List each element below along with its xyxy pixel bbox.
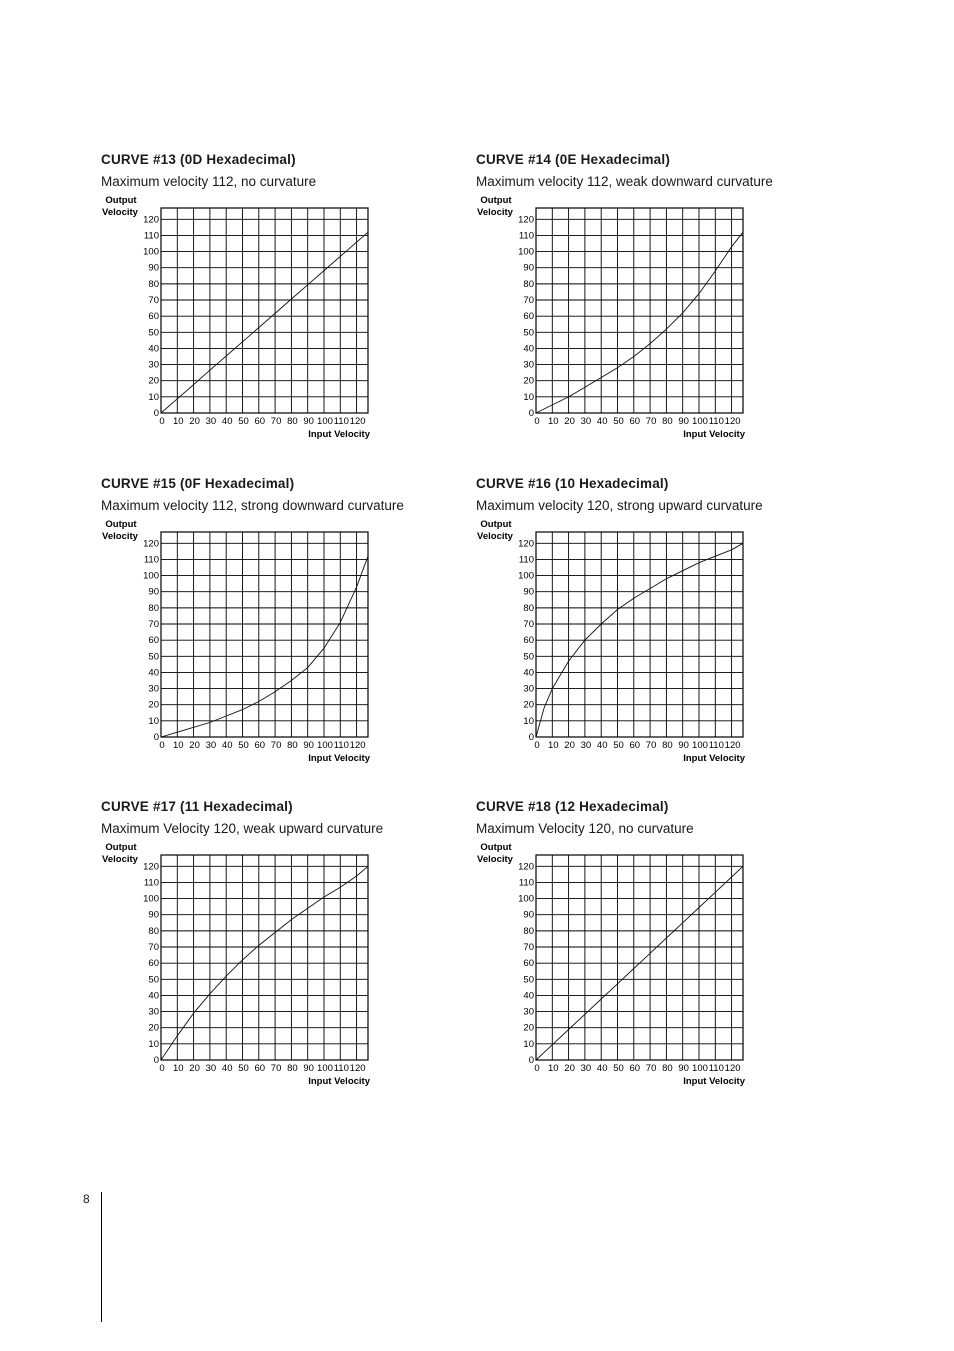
y-tick-label: 70 — [523, 295, 534, 307]
x-tick-label: 90 — [678, 740, 689, 751]
y-tick-label: 120 — [518, 214, 534, 226]
y-tick-label: 100 — [143, 893, 159, 905]
x-tick-label: 70 — [270, 740, 282, 751]
y-tick-label: 60 — [523, 958, 534, 970]
x-tick-label: 40 — [221, 1063, 233, 1074]
y-axis-label: Velocity — [102, 207, 138, 218]
x-tick-label: 110 — [708, 740, 724, 751]
x-tick-label: 20 — [189, 1063, 200, 1074]
y-tick-label: 120 — [518, 861, 534, 873]
y-axis-label: Output — [105, 842, 137, 853]
x-tick-label: 30 — [580, 1063, 592, 1074]
x-tick-label: 40 — [221, 416, 233, 427]
plot-frame — [161, 208, 368, 413]
y-tick-label: 80 — [523, 925, 534, 937]
x-tick-label: 30 — [205, 416, 217, 427]
y-tick-label: 80 — [148, 602, 159, 614]
y-tick-label: 110 — [518, 877, 534, 889]
x-tick-label: 10 — [548, 740, 559, 751]
y-tick-label: 20 — [523, 699, 534, 711]
y-axis-label: Velocity — [477, 207, 513, 218]
y-tick-label: 110 — [518, 230, 534, 242]
x-tick-label: 80 — [287, 1063, 298, 1074]
y-tick-label: 50 — [523, 651, 534, 663]
y-tick-label: 80 — [148, 925, 159, 937]
y-tick-label: 100 — [518, 893, 534, 905]
velocity-curve-chart — [476, 520, 751, 770]
y-tick-label: 120 — [143, 214, 159, 226]
y-axis-label: Velocity — [477, 854, 513, 865]
velocity-curve-chart — [476, 196, 751, 446]
y-tick-label: 100 — [518, 570, 534, 582]
y-tick-label: 0 — [153, 732, 159, 743]
panel-description: Maximum velocity 112, strong downward curvature — [101, 498, 404, 513]
x-tick-label: 60 — [629, 740, 641, 751]
y-tick-label: 60 — [148, 958, 159, 970]
x-tick-label: 60 — [254, 740, 266, 751]
y-tick-label: 50 — [148, 651, 159, 663]
velocity-curve-chart — [101, 520, 376, 770]
velocity-curve-chart — [101, 196, 376, 446]
x-tick-label: 80 — [662, 740, 673, 751]
y-tick-label: 120 — [518, 538, 534, 550]
y-tick-label: 90 — [523, 909, 534, 921]
panel-description: Maximum velocity 112, no curvature — [101, 174, 317, 189]
x-tick-label: 90 — [303, 416, 314, 427]
panel-title: CURVE #13 (0D Hexadecimal) — [101, 152, 296, 167]
y-tick-label: 60 — [148, 635, 159, 647]
y-tick-label: 40 — [148, 343, 159, 355]
x-tick-label: 110 — [333, 1063, 349, 1074]
x-tick-label: 50 — [613, 416, 624, 427]
x-tick-label: 50 — [613, 1063, 624, 1074]
x-tick-label: 100 — [692, 416, 708, 427]
y-tick-label: 60 — [523, 635, 534, 647]
y-tick-label: 70 — [523, 942, 534, 954]
x-tick-label: 100 — [692, 1063, 708, 1074]
x-tick-label: 80 — [287, 740, 298, 751]
y-tick-label: 90 — [148, 909, 159, 921]
x-tick-label: 120 — [724, 740, 741, 751]
x-tick-label: 10 — [548, 416, 559, 427]
y-tick-label: 10 — [148, 391, 159, 403]
y-tick-label: 80 — [523, 602, 534, 614]
x-tick-label: 100 — [317, 416, 333, 427]
y-tick-label: 40 — [523, 990, 534, 1002]
x-axis-label: Input Velocity — [308, 429, 370, 440]
y-tick-label: 90 — [148, 586, 159, 598]
plot-frame — [536, 855, 743, 1060]
x-tick-label: 20 — [564, 740, 575, 751]
plot-frame — [161, 855, 368, 1060]
x-tick-label: 30 — [205, 740, 217, 751]
y-tick-label: 100 — [143, 570, 159, 582]
y-tick-label: 90 — [523, 262, 534, 274]
y-tick-label: 100 — [143, 246, 159, 258]
y-tick-label: 110 — [143, 877, 159, 889]
x-tick-label: 60 — [629, 1063, 641, 1074]
y-tick-label: 120 — [143, 538, 159, 550]
x-tick-label: 0 — [534, 1063, 540, 1074]
y-tick-label: 20 — [523, 375, 534, 387]
x-tick-label: 10 — [548, 1063, 559, 1074]
y-tick-label: 0 — [528, 1055, 534, 1066]
x-tick-label: 50 — [238, 416, 249, 427]
y-tick-label: 40 — [148, 667, 159, 679]
y-tick-label: 90 — [523, 586, 534, 598]
y-tick-label: 50 — [523, 974, 534, 986]
velocity-curve-chart — [476, 843, 751, 1093]
x-tick-label: 10 — [173, 416, 184, 427]
y-tick-label: 0 — [528, 732, 534, 743]
y-tick-label: 80 — [523, 278, 534, 290]
x-tick-label: 20 — [189, 416, 200, 427]
x-axis-label: Input Velocity — [308, 1076, 370, 1087]
x-tick-label: 110 — [333, 740, 349, 751]
y-axis-label: Velocity — [102, 531, 138, 542]
x-tick-label: 0 — [159, 740, 165, 751]
x-tick-label: 70 — [270, 1063, 282, 1074]
x-tick-label: 110 — [708, 1063, 724, 1074]
y-axis-label: Output — [105, 195, 137, 206]
y-tick-label: 70 — [148, 295, 159, 307]
panel-title: CURVE #18 (12 Hexadecimal) — [476, 799, 669, 814]
y-tick-label: 10 — [523, 715, 534, 727]
x-tick-label: 50 — [238, 740, 249, 751]
x-tick-label: 60 — [254, 1063, 266, 1074]
y-tick-label: 110 — [143, 554, 159, 566]
x-tick-label: 30 — [580, 740, 592, 751]
x-tick-label: 40 — [596, 416, 608, 427]
x-tick-label: 100 — [317, 740, 333, 751]
x-tick-label: 100 — [317, 1063, 333, 1074]
y-tick-label: 70 — [523, 619, 534, 631]
y-tick-label: 20 — [148, 1022, 159, 1034]
x-tick-label: 90 — [303, 1063, 314, 1074]
y-tick-label: 90 — [148, 262, 159, 274]
y-tick-label: 20 — [148, 699, 159, 711]
x-axis-label: Input Velocity — [683, 1076, 745, 1087]
y-tick-label: 80 — [148, 278, 159, 290]
y-tick-label: 30 — [523, 359, 534, 371]
y-axis-label: Output — [480, 519, 512, 530]
y-tick-label: 120 — [143, 861, 159, 873]
x-tick-label: 40 — [596, 1063, 608, 1074]
x-tick-label: 90 — [678, 416, 689, 427]
y-axis-label: Output — [480, 842, 512, 853]
x-tick-label: 120 — [349, 1063, 366, 1074]
velocity-curve-chart — [101, 843, 376, 1093]
y-tick-label: 30 — [523, 683, 534, 695]
y-tick-label: 110 — [143, 230, 159, 242]
panel-title: CURVE #14 (0E Hexadecimal) — [476, 152, 671, 167]
x-tick-label: 90 — [678, 1063, 689, 1074]
y-tick-label: 0 — [153, 408, 159, 419]
x-axis-label: Input Velocity — [683, 429, 745, 440]
x-tick-label: 120 — [724, 1063, 741, 1074]
y-tick-label: 60 — [523, 311, 534, 323]
x-tick-label: 50 — [238, 1063, 249, 1074]
y-tick-label: 0 — [153, 1055, 159, 1066]
x-tick-label: 0 — [159, 1063, 165, 1074]
page-number: 8 — [83, 1192, 90, 1206]
x-tick-label: 110 — [333, 416, 349, 427]
x-tick-label: 70 — [270, 416, 282, 427]
velocity-curve-line — [161, 232, 368, 413]
y-tick-label: 100 — [518, 246, 534, 258]
x-tick-label: 80 — [662, 416, 673, 427]
y-tick-label: 20 — [148, 375, 159, 387]
y-tick-label: 70 — [148, 942, 159, 954]
x-tick-label: 20 — [189, 740, 200, 751]
y-axis-label: Output — [105, 519, 137, 530]
x-tick-label: 60 — [254, 416, 266, 427]
y-tick-label: 40 — [523, 667, 534, 679]
panel-description: Maximum velocity 112, weak downward curvature — [476, 174, 773, 189]
x-tick-label: 60 — [629, 416, 641, 427]
y-tick-label: 10 — [148, 715, 159, 727]
y-tick-label: 30 — [523, 1006, 534, 1018]
x-tick-label: 20 — [564, 1063, 575, 1074]
y-tick-label: 30 — [148, 1006, 159, 1018]
y-tick-label: 10 — [148, 1038, 159, 1050]
margin-rule — [101, 1192, 102, 1322]
panel-title: CURVE #15 (0F Hexadecimal) — [101, 476, 295, 491]
x-tick-label: 70 — [645, 740, 657, 751]
x-tick-label: 10 — [173, 740, 184, 751]
y-tick-label: 40 — [148, 990, 159, 1002]
x-tick-label: 70 — [645, 1063, 657, 1074]
velocity-curve-line — [161, 556, 368, 737]
x-tick-label: 30 — [580, 416, 592, 427]
panel-description: Maximum Velocity 120, weak upward curvature — [101, 821, 384, 836]
y-axis-label: Velocity — [102, 854, 138, 865]
y-tick-label: 50 — [148, 974, 159, 986]
x-axis-label: Input Velocity — [308, 753, 370, 764]
y-tick-label: 60 — [148, 311, 159, 323]
x-tick-label: 120 — [724, 416, 741, 427]
x-tick-label: 40 — [596, 740, 608, 751]
x-tick-label: 30 — [205, 1063, 217, 1074]
x-tick-label: 80 — [287, 416, 298, 427]
x-tick-label: 10 — [173, 1063, 184, 1074]
y-tick-label: 70 — [148, 619, 159, 631]
y-tick-label: 10 — [523, 1038, 534, 1050]
y-tick-label: 20 — [523, 1022, 534, 1034]
y-tick-label: 30 — [148, 683, 159, 695]
panel-description: Maximum velocity 120, strong upward curvature — [476, 498, 763, 513]
y-tick-label: 50 — [523, 327, 534, 339]
panel-description: Maximum Velocity 120, no curvature — [476, 821, 694, 836]
x-tick-label: 0 — [534, 416, 540, 427]
y-axis-label: Output — [480, 195, 512, 206]
x-tick-label: 90 — [303, 740, 314, 751]
x-tick-label: 100 — [692, 740, 708, 751]
x-tick-label: 20 — [564, 416, 575, 427]
y-tick-label: 30 — [148, 359, 159, 371]
x-axis-label: Input Velocity — [683, 753, 745, 764]
panel-title: CURVE #17 (11 Hexadecimal) — [101, 799, 293, 814]
y-axis-label: Velocity — [477, 531, 513, 542]
velocity-curve-line — [536, 232, 743, 413]
y-tick-label: 0 — [528, 408, 534, 419]
plot-frame — [536, 532, 743, 737]
x-tick-label: 40 — [221, 740, 233, 751]
x-tick-label: 50 — [613, 740, 624, 751]
y-tick-label: 40 — [523, 343, 534, 355]
x-tick-label: 110 — [708, 416, 724, 427]
plot-frame — [161, 532, 368, 737]
x-tick-label: 0 — [534, 740, 540, 751]
x-tick-label: 120 — [349, 740, 366, 751]
plot-frame — [536, 208, 743, 413]
x-tick-label: 0 — [159, 416, 165, 427]
x-tick-label: 80 — [662, 1063, 673, 1074]
panel-title: CURVE #16 (10 Hexadecimal) — [476, 476, 669, 491]
y-tick-label: 110 — [518, 554, 534, 566]
x-tick-label: 70 — [645, 416, 657, 427]
x-tick-label: 120 — [349, 416, 366, 427]
y-tick-label: 50 — [148, 327, 159, 339]
y-tick-label: 10 — [523, 391, 534, 403]
